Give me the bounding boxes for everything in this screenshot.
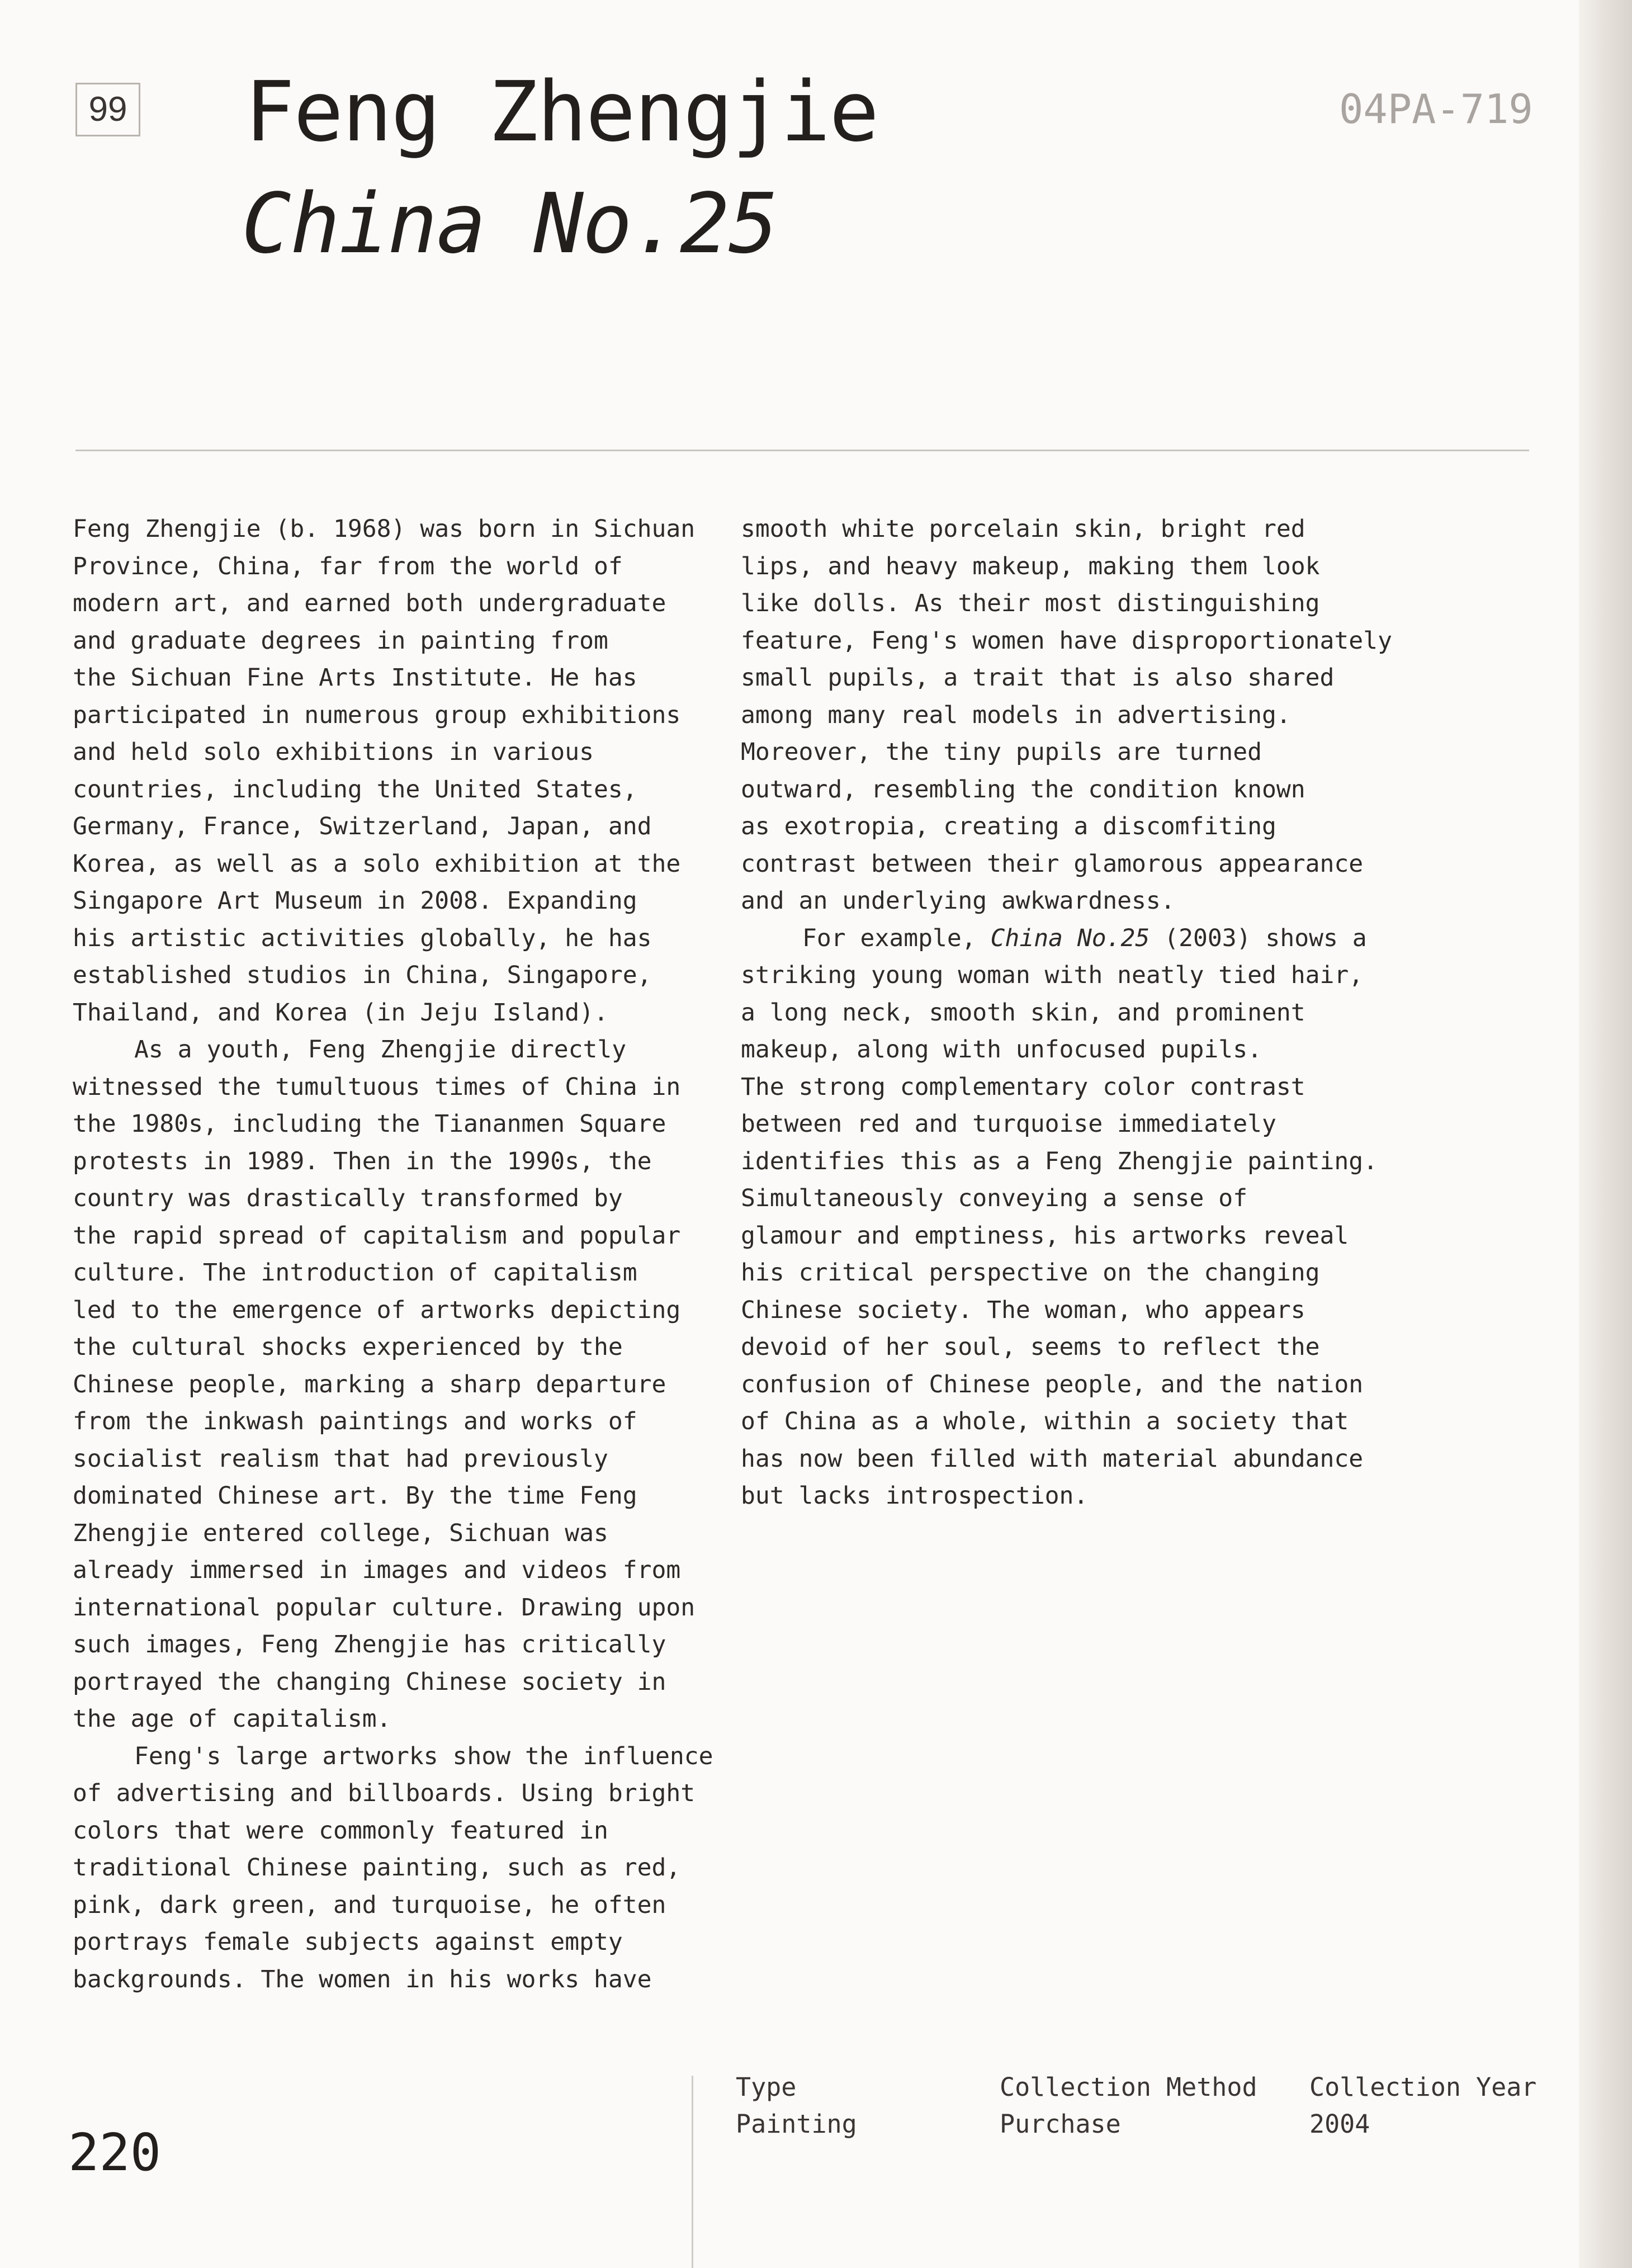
text-line: the Sichuan Fine Arts Institute. He has [73,664,637,692]
text-line: lips, and heavy makeup, making them look [741,552,1320,580]
text-line: colors that were commonly featured in [73,1816,608,1845]
page-number: 220 [68,2123,162,2182]
text-line: between red and turquoise immediately [741,1110,1276,1138]
text-line: outward, resembling the condition known [741,775,1305,804]
entry-number: 99 [75,83,140,136]
work-title: China No.25 [242,176,778,272]
text-line: Feng's large artworks show the influence [134,1742,713,1770]
text-line: already immersed in images and videos from [73,1556,681,1584]
text-line: Korea, as well as a solo exhibition at the [73,849,681,878]
text-line: and an underlying awkwardness. [741,887,1175,915]
text-line: has now been filled with material abundance [741,1444,1364,1473]
text-line: international popular culture. Drawing upon [73,1593,696,1622]
text-line: the 1980s, including the Tiananmen Square [73,1110,666,1138]
text-line: the cultural shocks experienced by the [73,1333,623,1361]
text-line: culture. The introduction of capitalism [73,1259,637,1287]
text-line: Germany, France, Switzerland, Japan, and [73,812,652,840]
metadata-year-label: Collection Year [1309,2072,1537,2102]
text-line: as exotropia, creating a discomfiting [741,812,1276,840]
text-line: such images, Feng Zhengjie has critically [73,1631,666,1659]
metadata-collection-year [1309,2069,1536,2143]
metadata-type-value: Painting [736,2109,857,2139]
text-line: identifies this as a Feng Zhengjie painting. [741,1147,1378,1175]
text-line: As a youth, Feng Zhengjie directly [134,1036,627,1064]
text-line: pink, dark green, and turquoise, he often [73,1891,666,1919]
text-line: portrayed the changing Chinese society in [73,1667,666,1696]
text-line: The strong complementary color contrast [741,1072,1305,1101]
text-line: dominated Chinese art. By the time Feng [73,1482,637,1510]
text-line: but lacks introspection. [741,1482,1089,1510]
text-line: witnessed the tumultuous times of China in [73,1072,681,1101]
text-line: feature, Feng's women have disproportionately [741,626,1392,655]
text-line: among many real models in advertising. [741,701,1291,729]
text-line: makeup, along with unfocused pupils. [741,1036,1262,1064]
text-line: contrast between their glamorous appearance [741,849,1364,878]
text-line: country was drastically transformed by [73,1184,623,1212]
text-line: his critical perspective on the changing [741,1259,1320,1287]
text-line: confusion of Chinese people, and the nation [741,1370,1364,1398]
text-line: and held solo exhibitions in various [73,738,594,766]
text-line: like dolls. As their most distinguishing [741,589,1320,617]
text-line: a long neck, smooth skin, and prominent [741,998,1305,1027]
text-line: socialist realism that had previously [73,1444,608,1473]
catalog-code: 04PA-719 [1339,86,1533,133]
text-line: glamour and emptiness, his artworks reveal [741,1221,1349,1250]
text-line: countries, including the United States, [73,775,637,804]
text-line: established studios in China, Singapore, [73,961,652,989]
text-line: Thailand, and Korea (in Jeju Island). [73,998,608,1027]
text-line: portrays female subjects against empty [73,1928,623,1956]
text-line-with-title [741,920,1389,957]
body-text-left-column [73,511,721,1998]
text-line: from the inkwash paintings and works of [73,1407,637,1435]
text-line: backgrounds. The women in his works have [73,1965,652,1993]
body-text-right-column [741,511,1392,1515]
metadata-year-value: 2004 [1309,2109,1370,2139]
text-segment: (2003) shows a [1150,924,1367,952]
text-line: the rapid spread of capitalism and popular [73,1221,681,1250]
artist-name: Feng Zhengjie [245,64,878,160]
text-line: Chinese people, marking a sharp departure [73,1370,666,1398]
text-line: protests in 1989. Then in the 1990s, the [73,1147,652,1175]
text-line: participated in numerous group exhibitions [73,701,681,729]
text-line: Feng Zhengjie (b. 1968) was born in Sichuan [73,515,696,543]
text-line: traditional Chinese painting, such as red, [73,1854,681,1882]
metadata-divider [692,2076,693,2268]
metadata-method-value: Purchase [1000,2109,1121,2139]
metadata-method-label: Collection Method [1000,2072,1257,2102]
text-line: and graduate degrees in painting from [73,626,608,655]
metadata-type [736,2069,857,2143]
text-line: of China as a whole, within a society that [741,1407,1349,1435]
text-line: of advertising and billboards. Using bright [73,1779,696,1807]
text-line: small pupils, a trait that is also shared [741,664,1335,692]
text-line: the age of capitalism. [73,1705,391,1733]
page-edge [1579,0,1632,2268]
header-divider [75,450,1529,451]
text-line: striking young woman with neatly tied hair, [741,961,1364,989]
text-line: Moreover, the tiny pupils are turned [741,738,1262,766]
text-line: Simultaneously conveying a sense of [741,1184,1248,1212]
metadata-type-label: Type [736,2072,797,2102]
metadata-collection-method [1000,2069,1257,2143]
text-line: Singapore Art Museum in 2008. Expanding [73,887,637,915]
work-title-reference: China No.25 [990,924,1150,952]
text-line: smooth white porcelain skin, bright red [741,515,1305,543]
text-line: devoid of her soul, seems to reflect the [741,1333,1320,1361]
text-line: Chinese society. The woman, who appears [741,1296,1305,1324]
text-line: his artistic activities globally, he has [73,924,652,952]
text-line: Zhengjie entered college, Sichuan was [73,1519,608,1547]
text-line: Province, China, far from the world of [73,552,623,580]
text-segment: For example, [802,924,991,952]
text-line: led to the emergence of artworks depicting [73,1296,681,1324]
text-line: modern art, and earned both undergraduate [73,589,666,617]
